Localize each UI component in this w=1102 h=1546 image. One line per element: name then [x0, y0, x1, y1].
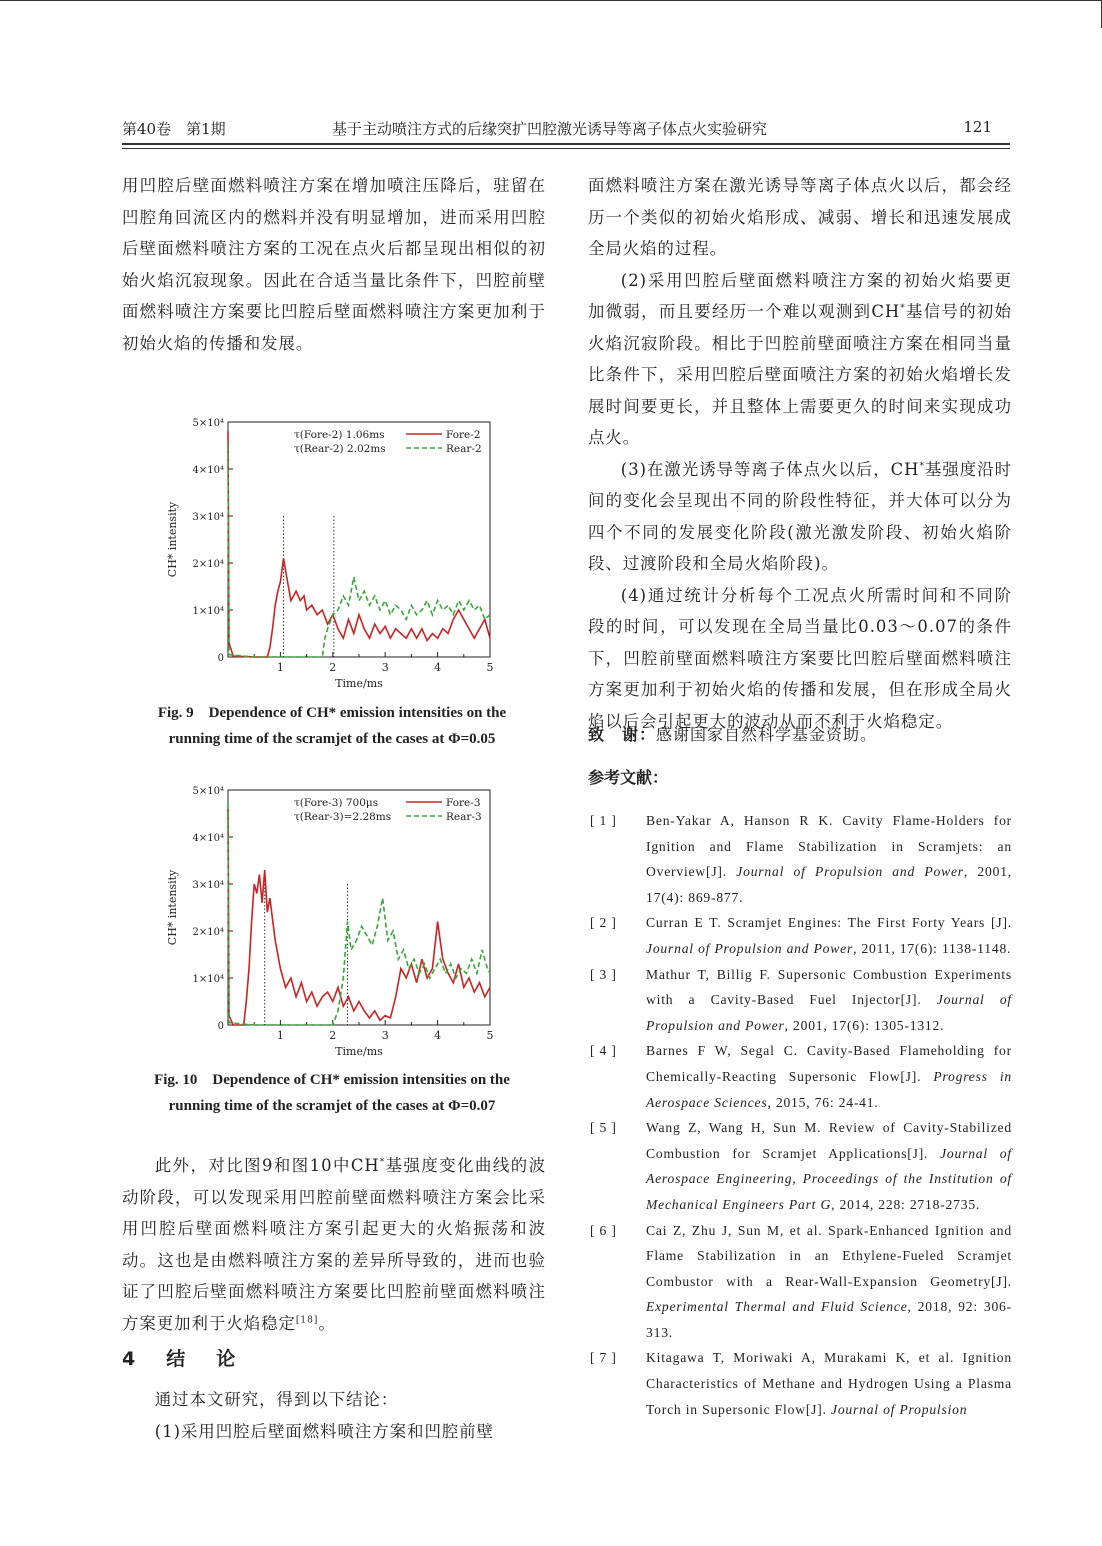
- x-axis-label: Time/ms: [335, 1045, 383, 1058]
- references-heading: 参考文献：: [588, 768, 669, 787]
- legend-label: Fore-2: [446, 429, 481, 441]
- x-tick-label: 4: [434, 661, 442, 674]
- y-tick-label: 5×10⁴: [192, 786, 224, 797]
- y-tick-label: 0: [217, 653, 224, 664]
- annotation: τ(Rear-2) 2.02ms: [294, 443, 386, 455]
- paragraph: 用凹腔后壁面燃料喷注方案在增加喷注压降后，驻留在凹腔角回流区内的燃料并没有明显增加，进而采用凹腔后壁面燃料喷注方案的工况在点火后都呈现出相似的初始火焰沉寂现象。因此在合适当量比条件下，凹腔前壁面燃料喷注方案要比凹腔后壁面燃料喷注方案更加利于初始火焰的传播和发展。: [122, 176, 546, 353]
- annotation: τ(Fore-3) 700μs: [294, 797, 379, 809]
- y-tick-label: 3×10⁴: [192, 880, 224, 891]
- reference-details: , 2018, 92: 306-313.: [646, 1299, 1012, 1340]
- x-tick-label: 3: [381, 661, 389, 674]
- figure-9: [160, 410, 500, 699]
- reference-number: [ 7 ]: [590, 1350, 617, 1366]
- reference-text: Ben-Yakar A, Hanson R K. Cavity Flame-Holders for Ignition and Flame Stabilization in Scramjets: an Overview[J].: [646, 813, 1012, 880]
- paragraph: 通过本文研究，得到以下结论：: [154, 1390, 399, 1409]
- reference-details: , 2001, 17(6): 1305-1312.: [784, 1017, 945, 1033]
- superscript: *: [379, 1157, 386, 1168]
- y-tick-label: 2×10⁴: [192, 927, 224, 938]
- ack-label: 致 谢：: [588, 725, 657, 744]
- y-tick-label: 3×10⁴: [192, 512, 224, 523]
- reference-text: Wang Z, Wang H, Sun M. Review of Cavity-Stabilized Combustion for Scramjet Applications[J].: [646, 1120, 1012, 1161]
- superscript: *: [919, 461, 925, 472]
- x-tick-label: 5: [486, 1029, 494, 1042]
- header-rule: [122, 143, 1010, 149]
- y-tick-label: 4×10⁴: [192, 465, 224, 476]
- text-run: 此外，对比图9和图10中CH: [154, 1156, 380, 1175]
- y-tick-label: 1×10⁴: [192, 974, 224, 985]
- x-tick-label: 4: [434, 1029, 442, 1042]
- reference-journal: Journal of Propulsion and Power: [646, 940, 854, 956]
- reference-item: [590, 1115, 1012, 1217]
- x-tick-label: 2: [329, 1029, 337, 1042]
- reference-details: , 2014, 228: 2718-2735.: [831, 1196, 981, 1212]
- journal-volume: 第40卷 第1期: [122, 120, 226, 138]
- reference-item: [590, 808, 1012, 910]
- y-tick-label: 0: [217, 1021, 224, 1032]
- figure-10: [160, 778, 500, 1067]
- caption-line: running time of the scramjet of the cases at Φ=0.07: [168, 1098, 496, 1114]
- x-tick-label: 2: [329, 661, 337, 674]
- reference-number: [ 3 ]: [590, 966, 617, 982]
- text-run: 基强度变化曲线的波动阶段，可以发现采用凹腔前壁面燃料喷注方案会比采用凹腔后壁面燃料喷注方案引起更大的火焰振荡和波动。这也是由燃料喷注方案的差异所导致的，进而也验证了凹腔后壁面燃料喷注方案要比凹腔前壁面燃料喷注方案更加利于火焰稳定: [122, 1156, 546, 1333]
- figure-10-caption: [112, 1067, 552, 1119]
- x-tick-label: 3: [381, 1029, 389, 1042]
- y-tick-label: 4×10⁴: [192, 833, 224, 844]
- reference-number: [ 5 ]: [590, 1120, 617, 1136]
- y-tick-label: 1×10⁴: [192, 606, 224, 617]
- x-tick-label: 1: [276, 661, 284, 674]
- reference-details: , 2015, 76: 24-41.: [767, 1094, 879, 1110]
- left-column-conclusion: [122, 1384, 546, 1447]
- reference-list: [590, 808, 1012, 1422]
- reference-item: [590, 962, 1012, 1039]
- paragraph: 面燃料喷注方案在激光诱导等离子体点火以后，都会经历一个类似的初始火焰形成、减弱、增长和迅速发展成全局火焰的过程。: [588, 176, 1012, 258]
- running-header: [122, 118, 1012, 142]
- reference-text: Mathur T, Billig F. Supersonic Combustion Experiments with a Cavity-Based Fuel Injector[J].: [646, 966, 1012, 1008]
- caption-line: running time of the scramjet of the cases at Φ=0.05: [168, 731, 496, 747]
- reference-text: Curran E T. Scramjet Engines: The First Forty Years [J].: [646, 915, 1012, 931]
- text-run: (3)在激光诱导等离子体点火以后，CH: [620, 459, 920, 479]
- series-line: [228, 809, 490, 1025]
- acknowledgement: [588, 722, 877, 745]
- section-heading: 4 结 论: [122, 1348, 242, 1370]
- reference-text: Barnes F W, Segal C. Cavity-Based Flameholding for Chemically-Reacting Supersonic Flow[J].: [646, 1043, 1012, 1084]
- paragraph: [588, 454, 1012, 580]
- paragraph: [588, 265, 1012, 454]
- y-tick-label: 2×10⁴: [192, 559, 224, 570]
- figure-9-chart: [160, 410, 500, 695]
- reference-number: [ 6 ]: [590, 1222, 617, 1238]
- superscript: *: [900, 303, 906, 314]
- reference-journal: Journal of Propulsion: [830, 1401, 968, 1417]
- caption-line: Fig. 9 Dependence of CH* emission intensities on the: [157, 705, 507, 721]
- reference-journal: Experimental Thermal and Fluid Science: [646, 1299, 908, 1315]
- legend-label: Fore-3: [446, 797, 481, 809]
- text-run: 。: [318, 1313, 336, 1333]
- reference-journal: Progress in Aerospace Sciences: [646, 1068, 1012, 1110]
- reference-text: Kitagawa T, Moriwaki A, Murakami K, et al. Ignition Characteristics of Methane and Hydrogen Using a Plasma Torch in Supersonic Flow[J].: [646, 1350, 1012, 1417]
- text-run: 基信号的初始火焰沉寂阶段。相比于凹腔前壁面喷注方案在相同当量比条件下，采用凹腔后壁面喷注方案的初始火焰增长发展时间要更长，并且整体上需要更久的时间来实现成功点火。: [588, 302, 1013, 447]
- text-run: 基强度沿时间的变化会呈现出不同的阶段性特征，并大体可以分为四个不同的发展变化阶段(激光激发阶段、初始火焰阶段、过渡阶段和全局火焰阶段)。: [588, 459, 1012, 573]
- text-run: (2)采用凹腔后壁面燃料喷注方案的初始火焰要更加微弱，而且要经历一个难以观测到CH: [588, 270, 1012, 321]
- reference-number: [ 1 ]: [590, 813, 617, 828]
- paragraph: (4)通过统计分析每个工况点火所需时间和不同阶段的时间，可以发现在全局当量比0.03～0.07的条件下，凹腔前壁面燃料喷注方案要比凹腔后壁面燃料喷注方案更加利于初始火焰的传播和发展，但在形成全局火焰以后会引起更大的波动从而不利于火焰稳定。: [588, 585, 1012, 731]
- y-tick-label: 5×10⁴: [192, 418, 224, 429]
- page-number: 121: [963, 118, 992, 136]
- y-axis-label: CH* intensity: [166, 501, 179, 578]
- annotation: τ(Fore-2) 1.06ms: [294, 429, 385, 441]
- left-column-top: [122, 170, 546, 359]
- reference-item: [590, 1038, 1012, 1115]
- paragraph: (1)采用凹腔后壁面燃料喷注方案和凹腔前壁: [154, 1421, 495, 1441]
- plot-frame: [228, 422, 490, 657]
- reference-item: [590, 1218, 1012, 1346]
- ack-text: 感谢国家自然科学基金资助。: [656, 725, 878, 744]
- annotation: τ(Rear-3)=2.28ms: [294, 811, 392, 823]
- reference-journal: Journal of Aerospace Engineering, Proceedings of the Institution of Mechanical Engineers Part G: [646, 1145, 1012, 1212]
- right-column: [588, 170, 1012, 737]
- reference-journal: Journal of Propulsion and Power: [736, 864, 964, 880]
- x-tick-label: 1: [276, 1029, 284, 1042]
- x-axis-label: Time/ms: [335, 677, 383, 690]
- citation[interactable]: [18]: [295, 1315, 319, 1326]
- paragraph: [122, 1150, 546, 1339]
- left-column-bottom: [122, 1150, 546, 1339]
- x-tick-label: 5: [486, 661, 494, 674]
- caption-line: Fig. 10 Dependence of CH* emission intensities on the: [154, 1072, 510, 1088]
- reference-number: [ 2 ]: [590, 915, 617, 931]
- page-border-top: [0, 0, 1102, 1]
- legend-label: Rear-3: [446, 811, 482, 823]
- legend-label: Rear-2: [446, 443, 482, 455]
- reference-details: , 2001, 17(4): 869-877.: [646, 864, 1013, 905]
- reference-number: [ 4 ]: [590, 1043, 617, 1059]
- article-title: 基于主动喷注方式的后缘突扩凹腔激光诱导等离子体点火实验研究: [332, 120, 768, 138]
- figure-10-chart: [160, 778, 500, 1063]
- figure-9-caption: [112, 700, 552, 752]
- y-axis-label: CH* intensity: [166, 869, 179, 946]
- reference-journal: Journal of Propulsion and Power: [646, 992, 1012, 1033]
- series-line: [228, 431, 490, 657]
- series-line: [228, 804, 490, 1025]
- reference-text: Cai Z, Zhu J, Sun M, et al. Spark-Enhanced Ignition and Flame Stabilization in an Ethylene-Fueled Scramjet Combustor with a Rear-Wall-Expansion Geometry[J].: [646, 1222, 1012, 1289]
- reference-item: [590, 1345, 1012, 1422]
- reference-item: [590, 910, 1012, 961]
- reference-details: , 2011, 17(6): 1138-1148.: [853, 940, 1012, 956]
